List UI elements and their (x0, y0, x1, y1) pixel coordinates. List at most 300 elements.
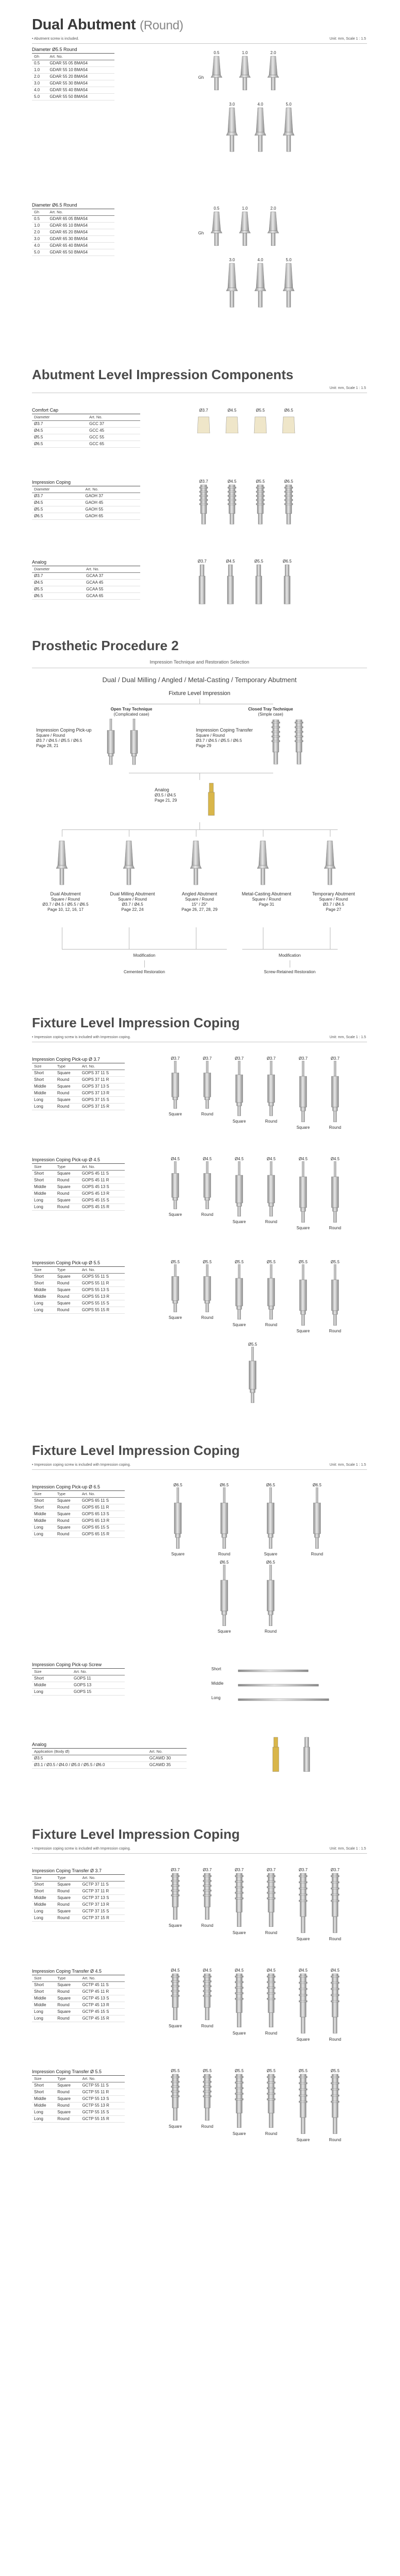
transfer-card: Impression Coping Transfer Square / Round Ø3.7 / Ø4.5 / Ø5.5 / Ø6.5 Page 29 (196, 727, 253, 749)
table-cell: GOPS 15 (72, 1688, 125, 1695)
table-cell: Round (55, 1280, 80, 1286)
diameter-label: Ø4.5 (227, 479, 237, 484)
diameter-label: 0.5 (213, 50, 220, 55)
diameter-label: Ø5.5 (256, 479, 265, 484)
diameter-label: Ø3.7 (266, 1056, 276, 1061)
abutment-shape: Square / Round (118, 897, 147, 902)
product-image (293, 1157, 313, 1230)
table-cell: Square (55, 2095, 80, 2102)
transfer-45-parts (165, 1968, 366, 2045)
product-image (325, 1157, 345, 1230)
table-cell: GOPS 37 15 R (80, 1103, 125, 1110)
table-cell: Short (32, 1981, 55, 1988)
table-cell: GOPS 45 13 S (80, 1183, 125, 1190)
table-row (32, 80, 114, 87)
type-label: Round (329, 2037, 341, 2042)
product-image (281, 408, 296, 436)
pickup-card: Impression Coping Pick-up Square / Round Ø3.7 / Ø4.5 / Ø5.5 / Ø6.5 Page 28, 21 (36, 727, 92, 749)
abutment-page: Page 27 (326, 907, 341, 912)
abutment-card (104, 891, 161, 912)
abut-drawing (237, 211, 253, 247)
table-cell: GOPS 55 15 R (80, 1307, 125, 1313)
table-cell: GCTP 45 11 S (80, 1981, 125, 1988)
table-title: Diameter Ø6.5 Round (32, 202, 114, 209)
table-cell: Ø5.5 (32, 434, 87, 440)
table-cell: Short (32, 1888, 55, 1894)
table-cell: Short (32, 1170, 55, 1177)
type-label: Round (265, 2031, 277, 2036)
table-cell: Long (32, 1103, 55, 1110)
table-cell: Middle (32, 1511, 55, 1517)
diameter-label: 4.0 (257, 102, 263, 107)
diameter-label: Ø6.5 (266, 1560, 275, 1565)
table-cell: Ø3.7 (32, 493, 83, 499)
abut-drawing (321, 840, 339, 886)
table-cell: GCAA 55 (84, 586, 140, 592)
table-cell: Round (55, 1090, 80, 1096)
table-row (32, 229, 114, 235)
table-cell: Square (55, 1083, 80, 1090)
table-cell: Square (55, 1286, 80, 1293)
abutment-dims: Ø3.7 / Ø4.5 / Ø5.5 / Ø6.5 (42, 902, 89, 907)
type-label: Round (265, 1323, 277, 1327)
coping-drawing (229, 1872, 249, 1928)
table-cell: GOPS 45 15 S (80, 1197, 125, 1204)
impression-coping-parts (196, 479, 366, 536)
table-row (32, 1497, 125, 1504)
column-header: Art. No. (47, 209, 114, 215)
table-row (32, 1204, 125, 1210)
table-row (32, 1914, 125, 1921)
diameter-label: 3.0 (229, 102, 235, 107)
table-cell: GOPS 55 13 S (80, 1286, 125, 1293)
table-row (32, 1761, 187, 1768)
abut-drawing (265, 211, 281, 247)
diameter-label: Ø5.5 (248, 1342, 257, 1347)
table-cell: 0.5 (32, 60, 47, 66)
table-cell: Round (55, 1888, 80, 1894)
table-cell: Round (55, 1190, 80, 1197)
screw-size-label: Short (211, 1667, 222, 1671)
type-label: Round (265, 1219, 277, 1224)
abutment-options (32, 829, 367, 948)
type-label: Round (329, 1226, 341, 1230)
product-image (224, 559, 237, 607)
column-header: Application (Body Ø) (32, 1748, 147, 1755)
table-title: Impression Coping Transfer Ø 3.7 (32, 1868, 125, 1874)
table-cell: Short (32, 1988, 55, 1995)
diameter-label: Ø5.5 (330, 1260, 340, 1264)
table-cell: Long (32, 1197, 55, 1204)
diameter-label: Ø5.5 (235, 2069, 244, 2073)
pickup-images (98, 719, 155, 768)
table-title: Impression Coping Pick-up Ø 6.5 (32, 1484, 125, 1490)
impression-coping-table (32, 479, 140, 520)
table-cell: Square (55, 1197, 80, 1204)
table-cell: Round (55, 1531, 80, 1537)
table-cell: GCTP 55 13 S (80, 2095, 125, 2102)
type-label: Round (265, 1119, 277, 1124)
alic-unit: Unit: mm, Scale 1 : 1.5 (329, 386, 366, 390)
column-header: Art. No. (80, 1063, 125, 1070)
table-title: Impression Coping Pick-up Ø 4.5 (32, 1157, 125, 1163)
table-cell: Square (55, 1273, 80, 1280)
product-image (209, 50, 224, 94)
pick-drawing (258, 1487, 284, 1549)
table-cell: GDAR 55 50 BMA54 (47, 93, 114, 100)
table-cell: GAOH 65 (83, 513, 140, 519)
pick-drawing (325, 1061, 345, 1123)
product-image (165, 1260, 186, 1320)
table-cell: GOPS 45 11 R (80, 1177, 125, 1183)
table-row (32, 506, 140, 513)
table-cell: GDAR 55 30 BMA54 (47, 80, 114, 87)
product-image (237, 206, 253, 249)
pick-drawing (261, 1161, 281, 1217)
comfort-cap-parts (196, 408, 366, 454)
product-image (211, 1560, 237, 1634)
diameter-label: Ø4.5 (227, 408, 237, 413)
product-image (281, 258, 296, 311)
table-cell: Middle (32, 1083, 55, 1090)
screw-image (237, 1667, 309, 1676)
pickup-screw-parts (211, 1662, 366, 1708)
table-cell: Square (55, 1894, 80, 1901)
table-cell: GCTP 45 13 R (80, 2002, 125, 2008)
screw-drawing (237, 1697, 330, 1702)
pick-drawing (325, 1161, 345, 1223)
product-image (165, 1868, 186, 1928)
diameter-label: Ø3.7 (203, 1868, 212, 1872)
analog-card: Analog Ø3.5 / Ø4.5 Page 21, 29 (155, 787, 177, 803)
closed-tray-label: Closed Tray Technique (Simple case) (248, 707, 293, 717)
product-image (197, 1868, 218, 1928)
abutment-image (120, 840, 138, 889)
pickup-55-table (32, 1260, 125, 1314)
diameter-label: Ø4.5 (203, 1968, 212, 1973)
column-header: Size (32, 1668, 72, 1675)
table-cell: GDAR 65 05 BMA54 (47, 215, 114, 222)
coping-drawing (281, 484, 296, 525)
table-row (32, 434, 140, 440)
screw-size-label: Long (211, 1696, 221, 1700)
abut-drawing (224, 262, 240, 309)
table-cell: GOPS 45 13 R (80, 1190, 125, 1197)
coping-drawing (261, 1872, 281, 1928)
type-label: Round (201, 1212, 213, 1217)
table-cell: Ø4.5 (32, 579, 84, 586)
product-image (196, 479, 211, 528)
table-cell: GOPS 55 11 S (80, 1273, 125, 1280)
table-cell: GCC 55 (87, 434, 140, 440)
table-row (32, 420, 140, 427)
pick-drawing (165, 1161, 186, 1210)
table-row (32, 513, 140, 519)
table-cell: 3.0 (32, 80, 47, 87)
table-title: Impression Coping (32, 479, 140, 486)
product-image (229, 2069, 249, 2136)
table-title: Impression Coping Pick-up Ø 3.7 (32, 1056, 125, 1063)
column-header: Art. No. (147, 1748, 187, 1755)
abutment-dims: Ø3.7 / Ø4.5 (122, 902, 143, 907)
product-image (253, 479, 268, 528)
table-title: Impression Coping Transfer Ø 4.5 (32, 1968, 125, 1975)
diameter-label: Ø5.5 (203, 2069, 212, 2073)
diameter-label: Ø3.7 (266, 1868, 276, 1872)
analog-drawing (281, 564, 293, 605)
table-row (32, 1675, 125, 1682)
type-label: Square (169, 1923, 182, 1928)
flic-unit: Unit: mm, Scale 1 : 1.5 (329, 1036, 366, 1039)
column-header: Type (55, 1063, 80, 1070)
table-row (32, 249, 114, 256)
diameter-label: Ø5.5 (203, 1260, 212, 1264)
table-cell: GCAWD 30 (147, 1755, 187, 1761)
coping-drawing (229, 2073, 249, 2129)
table-cell: Square (55, 1981, 80, 1988)
coping-drawing (253, 484, 268, 525)
product-image (258, 1483, 284, 1556)
table-cell: Ø6.5 (32, 513, 83, 519)
coping-drawing (293, 1872, 313, 1934)
table-cell: GAOH 37 (83, 493, 140, 499)
table-cell: Ø3.7 (32, 420, 87, 427)
abutment-image (53, 840, 71, 889)
table-cell: GOPS 11 (72, 1675, 125, 1682)
column-header: Art. No. (72, 1668, 125, 1675)
flic3-title: Fixture Level Impression Coping (32, 1826, 240, 1842)
gold-drawing (268, 1736, 284, 1772)
pick-drawing (261, 1061, 281, 1116)
table-cell: Square (55, 1170, 80, 1177)
table-cell: Middle (32, 1901, 55, 1908)
table-cell: Middle (32, 1894, 55, 1901)
diameter-label: Ø6.5 (284, 479, 293, 484)
table-cell: GOPS 65 13 S (80, 1511, 125, 1517)
table-cell: GCTP 55 11 R (80, 2089, 125, 2095)
diameter-label: Ø6.5 (312, 1483, 322, 1487)
table-cell: Long (32, 1524, 55, 1531)
table-cell: Long (32, 2008, 55, 2015)
product-image (325, 1260, 345, 1333)
abutment-page: Page 31 (259, 902, 274, 907)
table-cell: Long (32, 1300, 55, 1307)
table-cell: GDAR 65 10 BMA54 (47, 222, 114, 229)
divider (32, 43, 367, 44)
coping-drawing (325, 1872, 345, 1934)
table-row (32, 1197, 125, 1204)
table-row (32, 586, 140, 592)
diameter-label: Ø4.5 (171, 1968, 180, 1973)
product-image (281, 102, 296, 156)
table-cell: GOPS 37 15 S (80, 1096, 125, 1103)
diameter-label: Ø3.7 (171, 1056, 180, 1061)
coping-drawing (291, 719, 307, 765)
table-row (32, 66, 114, 73)
fixture-level-label: Fixture Level Impression (169, 690, 230, 697)
product-image (103, 719, 119, 768)
table-cell: Round (55, 1988, 80, 1995)
transfer-55-table (32, 2069, 125, 2123)
table-row (32, 1280, 125, 1286)
column-header: Art. No. (83, 486, 140, 493)
diameter-label: Ø5.5 (298, 2069, 308, 2073)
procedure-title: Prosthetic Procedure 2 (32, 638, 179, 653)
table-cell: 4.0 (32, 87, 47, 93)
product-image (261, 1968, 281, 2036)
table-row (32, 592, 140, 599)
product-image (261, 1868, 281, 1935)
product-image (165, 1483, 191, 1556)
diameter-label: Ø3.7 (199, 479, 208, 484)
table-cell: Square (55, 1096, 80, 1103)
column-header: Size (32, 1975, 55, 1981)
pickup-65-table (32, 1484, 125, 1538)
table-row (32, 215, 114, 222)
table-cell: Ø6.5 (32, 440, 87, 447)
procedure-banner: Dual / Dual Milling / Angled / Metal-Casting / Temporary Abutment (102, 676, 297, 684)
table-cell: Middle (32, 1190, 55, 1197)
diameter-label: Ø3.7 (203, 1056, 212, 1061)
pick-drawing (165, 1487, 191, 1549)
diameter-label: Ø5.5 (298, 1260, 308, 1264)
abutment-image (321, 840, 339, 889)
table-cell: Round (55, 1103, 80, 1110)
abut-drawing (209, 211, 224, 247)
table-cell: Long (32, 1688, 72, 1695)
table-cell: GCTP 37 11 S (80, 1881, 125, 1888)
abutment-card (37, 891, 94, 912)
table-cell: Square (55, 2109, 80, 2115)
table-cell: GOPS 55 13 R (80, 1293, 125, 1300)
pickup-45-table (32, 1157, 125, 1211)
transfer-37-parts (165, 1868, 366, 1945)
table-cell: GOPS 37 13 S (80, 1083, 125, 1090)
table-row (32, 427, 140, 434)
abut-drawing (253, 107, 268, 153)
product-image (224, 102, 240, 156)
gh-label: Gh (198, 75, 204, 80)
table-cell: Ø3.7 (32, 572, 84, 579)
product-image (197, 1056, 218, 1116)
table-cell: Square (55, 1908, 80, 1914)
product-image (293, 1868, 313, 1941)
column-header: Gh (32, 53, 47, 60)
table-row (32, 1531, 125, 1537)
table-cell: GCTP 45 15 S (80, 2008, 125, 2015)
diameter-label: Ø3.7 (235, 1056, 244, 1061)
table-cell: GOPS 65 15 S (80, 1524, 125, 1531)
gh-label: Gh (198, 231, 204, 235)
product-image (126, 719, 142, 768)
type-label: Square (296, 2037, 310, 2042)
column-header: Type (55, 1163, 80, 1170)
table-cell: Middle (32, 2102, 55, 2109)
table-row (32, 1096, 125, 1103)
table-row (32, 2102, 125, 2109)
gold-drawing (205, 782, 218, 816)
diameter-label: Ø6.5 (220, 1560, 229, 1565)
table-cell: GDAR 65 40 BMA54 (47, 242, 114, 249)
table-row (32, 1076, 125, 1083)
product-image (197, 1260, 218, 1320)
table-cell: GDAR 55 10 BMA54 (47, 66, 114, 73)
table-row (32, 1293, 125, 1300)
table-cell: 0.5 (32, 215, 47, 222)
product-image (325, 1056, 345, 1130)
dual-unit: Unit: mm, Scale 1 : 1.5 (329, 37, 366, 41)
type-label: Square (296, 1329, 310, 1333)
abutment-shape: Square / Round (185, 897, 214, 902)
product-image (196, 408, 211, 436)
product-image (293, 1968, 313, 2042)
product-image (197, 1157, 218, 1217)
type-label: Square (232, 1323, 246, 1327)
column-header: Size (32, 2075, 55, 2082)
table-cell: Round (55, 1177, 80, 1183)
pickup-55-parts (165, 1260, 366, 1404)
table-cell: GCAA 37 (84, 572, 140, 579)
table-row (32, 222, 114, 229)
coping-drawing (293, 2073, 313, 2135)
table-cell: Round (55, 1914, 80, 1921)
table-row (32, 2002, 125, 2008)
table-cell: GOPS 37 11 R (80, 1076, 125, 1083)
analog-drawing (196, 564, 208, 605)
column-header: Diameter (32, 486, 83, 493)
table-row (32, 2095, 125, 2102)
table-cell: Round (55, 2102, 80, 2109)
table-cell: Ø5.5 (32, 506, 83, 513)
dual-55-table (32, 46, 114, 100)
diameter-label: 1.0 (242, 50, 248, 55)
abut-drawing (209, 55, 224, 91)
diameter-label: 5.0 (286, 258, 292, 262)
analog-table (32, 559, 140, 600)
analog-image (299, 1736, 314, 1775)
table-cell: Square (55, 1511, 80, 1517)
table-cell: Middle (32, 1995, 55, 2002)
table-cell: GCC 65 (87, 440, 140, 447)
type-label: Round (265, 1930, 277, 1935)
table-row (32, 1083, 125, 1090)
abutment-name: Dual Milling Abutment (110, 891, 155, 896)
table-cell: GCC 37 (87, 420, 140, 427)
table-title: Analog (32, 559, 140, 566)
coping-drawing (165, 2073, 186, 2122)
type-label: Round (201, 1315, 213, 1320)
product-image (325, 2069, 345, 2142)
pickup-37-table (32, 1056, 125, 1110)
coping-drawing (165, 1973, 186, 2021)
coping-drawing (197, 1973, 218, 2021)
product-image (224, 408, 240, 436)
type-label: Square (264, 1552, 277, 1556)
modification-right: Modification (278, 953, 301, 958)
table-cell: Short (32, 1273, 55, 1280)
table-row (32, 1090, 125, 1096)
cap-drawing (253, 413, 268, 433)
transfer-45-table (32, 1968, 125, 2022)
abutment-card (238, 891, 295, 907)
product-image (293, 1056, 313, 1130)
screw-image (237, 1681, 320, 1690)
coping-drawing (196, 484, 211, 525)
flic2-title: Fixture Level Impression Coping (32, 1443, 240, 1458)
table-row (32, 1524, 125, 1531)
table-row (32, 1307, 125, 1313)
abut-drawing (281, 107, 296, 153)
